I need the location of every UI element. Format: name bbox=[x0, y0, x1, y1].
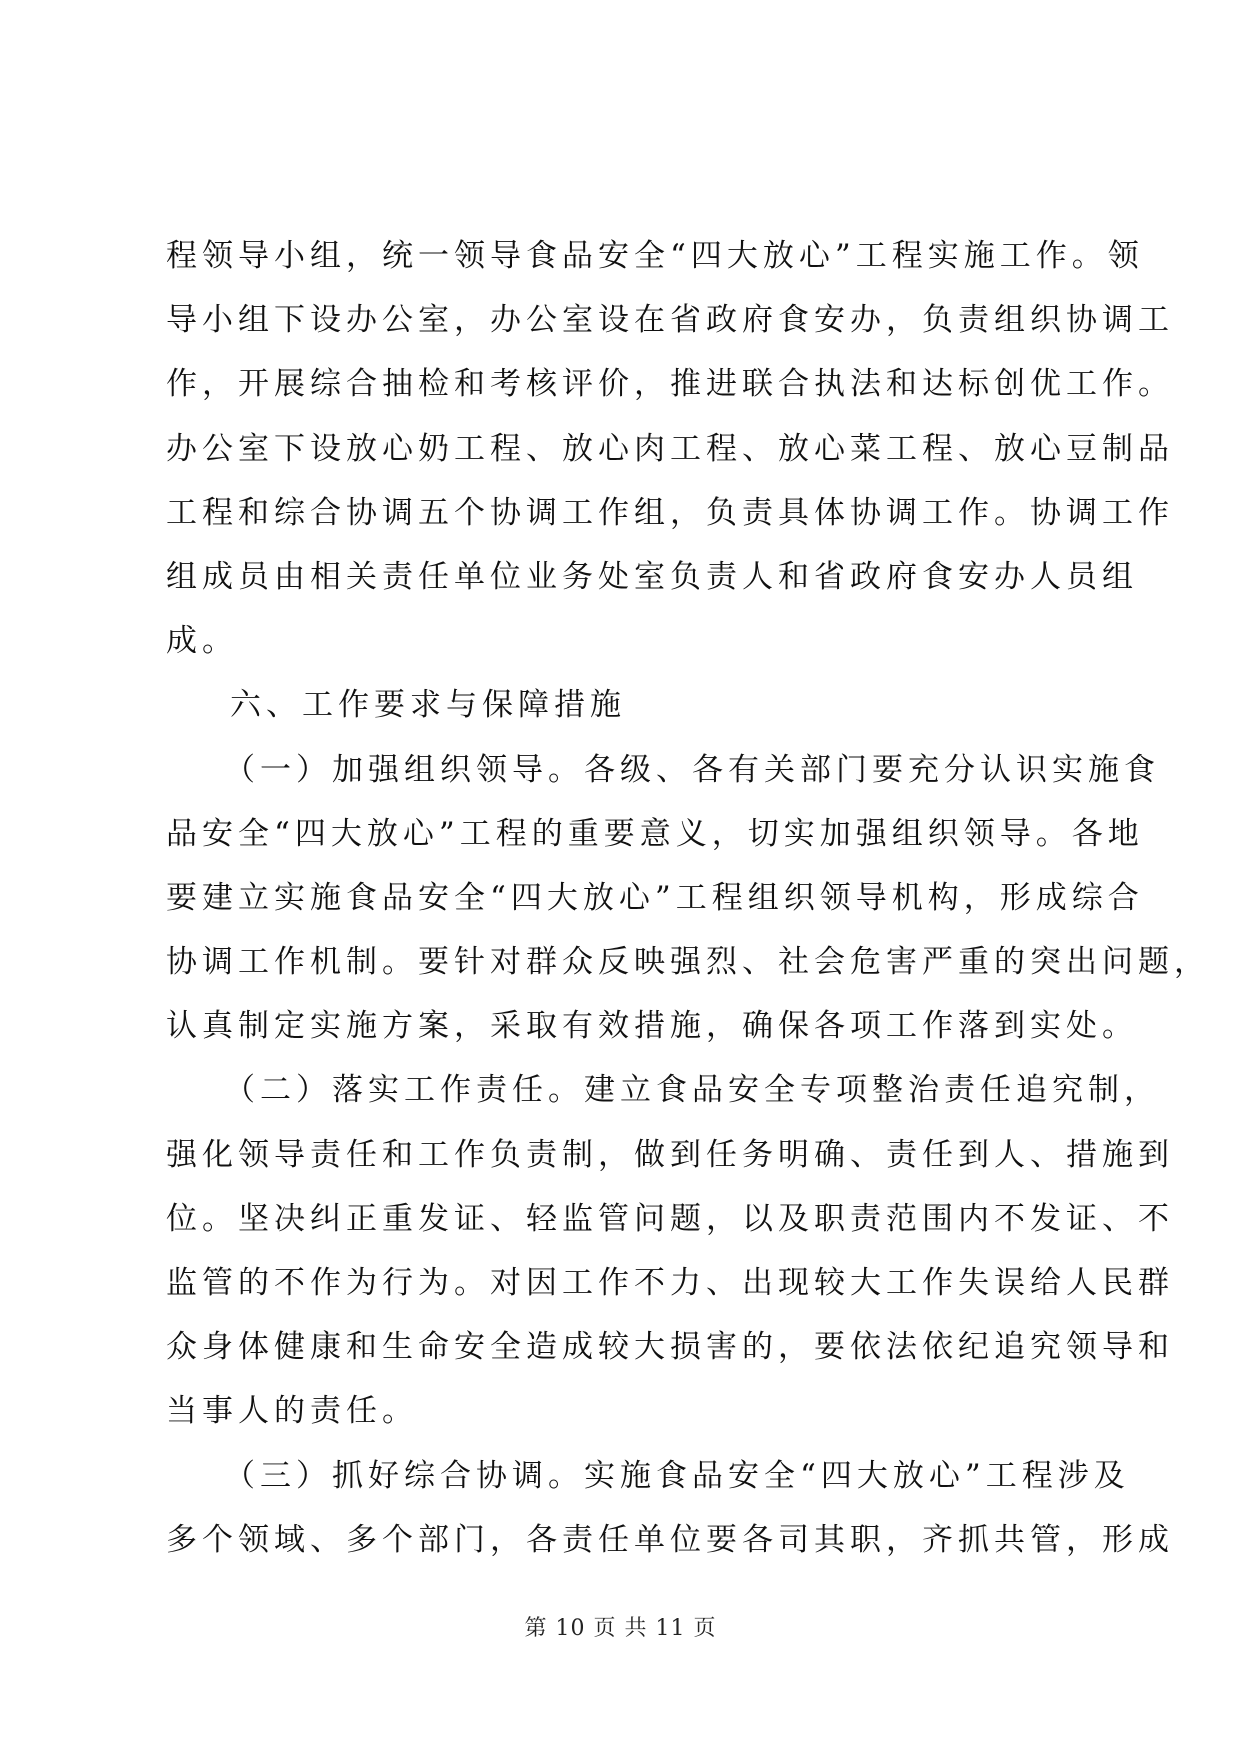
text-line: 成。 bbox=[166, 623, 238, 660]
text-line: 认真制定实施方案，采取有效措施，确保各项工作落到实处。 bbox=[166, 1008, 1138, 1045]
text-line: 位。坚决纠正重发证、轻监管问题，以及职责范围内不发证、不 bbox=[166, 1200, 1174, 1237]
text-line: 品安全“四大放心”工程的重要意义，切实加强组织领导。各地 bbox=[166, 815, 1144, 852]
text-line: 多个领域、多个部门，各责任单位要各司其职，齐抓共管，形成 bbox=[166, 1521, 1174, 1558]
text-line: 办公室下设放心奶工程、放心肉工程、放心菜工程、放心豆制品 bbox=[166, 430, 1174, 467]
text-line: 监管的不作为行为。对因工作不力、出现较大工作失误给人民群 bbox=[166, 1265, 1174, 1301]
text-line: 协调工作机制。要针对群众反映强烈、社会危害严重的突出问题， bbox=[166, 944, 1210, 981]
text-line: 程领导小组，统一领导食品安全“四大放心”工程实施工作。领 bbox=[166, 238, 1144, 274]
paragraph-start: （一）加强组织领导。各级、各有关部门要充分认识实施食 bbox=[224, 751, 1160, 788]
text-line: 组成员由相关责任单位业务处室负责人和省政府食安办人员组 bbox=[166, 558, 1138, 595]
text-line: 要建立实施食品安全“四大放心”工程组织领导机构，形成综合 bbox=[166, 879, 1144, 916]
text-line: 作，开展综合抽检和考核评价，推进联合执法和达标创优工作。 bbox=[166, 366, 1174, 403]
paragraph-start: （三）抓好综合协调。实施食品安全“四大放心”工程涉及 bbox=[224, 1457, 1130, 1494]
text-line: 强化领导责任和工作负责制，做到任务明确、责任到人、措施到 bbox=[166, 1136, 1174, 1173]
paragraph-start: （二）落实工作责任。建立食品安全专项整治责任追究制， bbox=[224, 1072, 1160, 1109]
text-line: 当事人的责任。 bbox=[166, 1393, 418, 1430]
text-line: 导小组下设办公室，办公室设在省政府食安办，负责组织协调工 bbox=[166, 302, 1174, 339]
page-footer: 第 10 页 共 11 页 bbox=[524, 1616, 717, 1641]
document-body bbox=[166, 224, 1210, 1572]
section-heading: 六、工作要求与保障措施 bbox=[230, 687, 626, 724]
text-line: 工程和综合协调五个协调工作组，负责具体协调工作。协调工作 bbox=[166, 494, 1174, 531]
text-line: 众身体健康和生命安全造成较大损害的，要依法依纪追究领导和 bbox=[166, 1329, 1174, 1366]
